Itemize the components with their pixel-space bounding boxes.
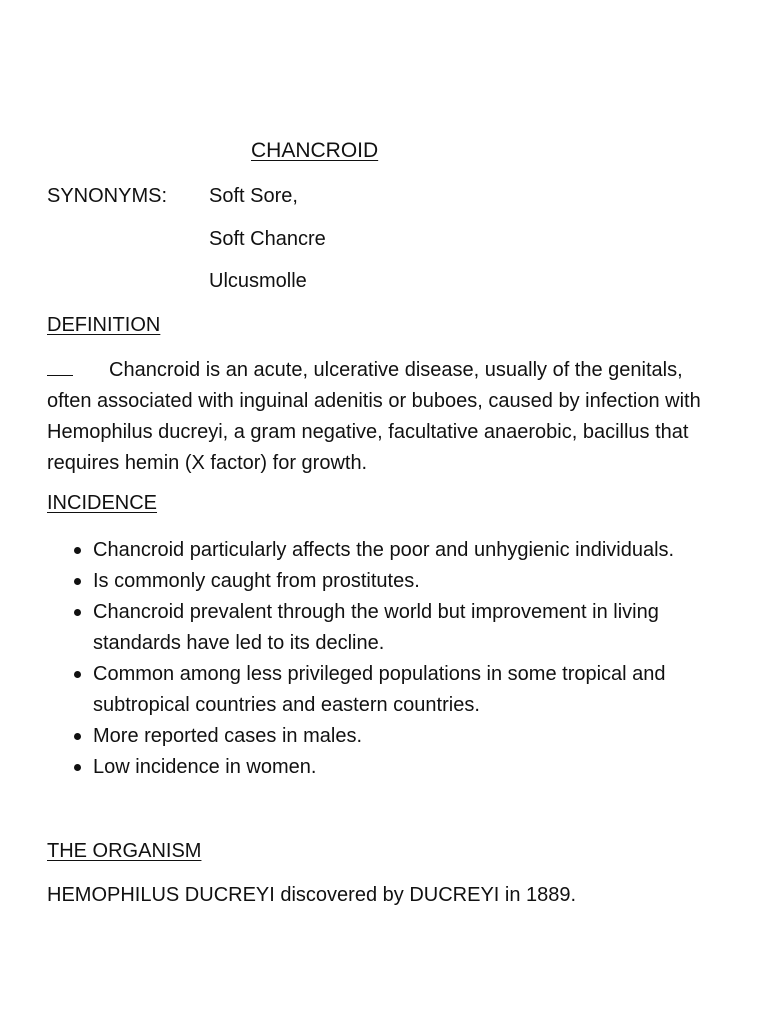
list-item-text: More reported cases in males. <box>93 725 363 747</box>
bullet-icon <box>74 609 81 616</box>
list-item <box>47 721 737 752</box>
synonym-item: Ulcusmolle <box>209 270 307 292</box>
blank-line <box>47 357 73 376</box>
incidence-heading: INCIDENCE <box>47 492 158 514</box>
list-item <box>47 597 737 659</box>
list-item <box>47 566 737 597</box>
list-item <box>47 659 737 721</box>
document-title: CHANCROID <box>251 139 379 162</box>
synonym-item: Soft Sore, <box>209 185 298 207</box>
incidence-list <box>47 535 737 783</box>
synonym-item: Soft Chancre <box>209 228 326 250</box>
bullet-icon <box>74 547 81 554</box>
synonyms-label: SYNONYMS: <box>47 185 168 207</box>
organism-heading: THE ORGANISM <box>47 840 202 862</box>
list-item-text: Low incidence in women. <box>93 756 317 778</box>
bullet-icon <box>74 578 81 585</box>
list-item-text: Chancroid particularly affects the poor and unhygienic individuals. <box>93 539 675 561</box>
organism-text: HEMOPHILUS DUCREYI discovered by DUCREYI in 1889. <box>47 884 577 906</box>
list-item-text: Is commonly caught from prostitutes. <box>93 570 420 592</box>
list-item-text: Common among less privileged populations in some tropical and subtropical countries and eastern countries. <box>93 663 666 716</box>
list-item <box>47 535 737 566</box>
bullet-icon <box>74 764 81 771</box>
bullet-icon <box>74 671 81 678</box>
bullet-icon <box>74 733 81 740</box>
list-item <box>47 752 737 783</box>
definition-heading: DEFINITION <box>47 314 161 336</box>
definition-text: Chancroid is an acute, ulcerative disease, usually of the genitals, often associated with inguinal adenitis or buboes, caused by infection with Hemophilus ducreyi, a gram negative, facultative anaerobic, bacillus that requires hemin (X factor) for growth. <box>47 359 701 474</box>
list-item-text: Chancroid prevalent through the world but improvement in living standards have led to its decline. <box>93 601 659 654</box>
definition-paragraph <box>47 355 727 479</box>
